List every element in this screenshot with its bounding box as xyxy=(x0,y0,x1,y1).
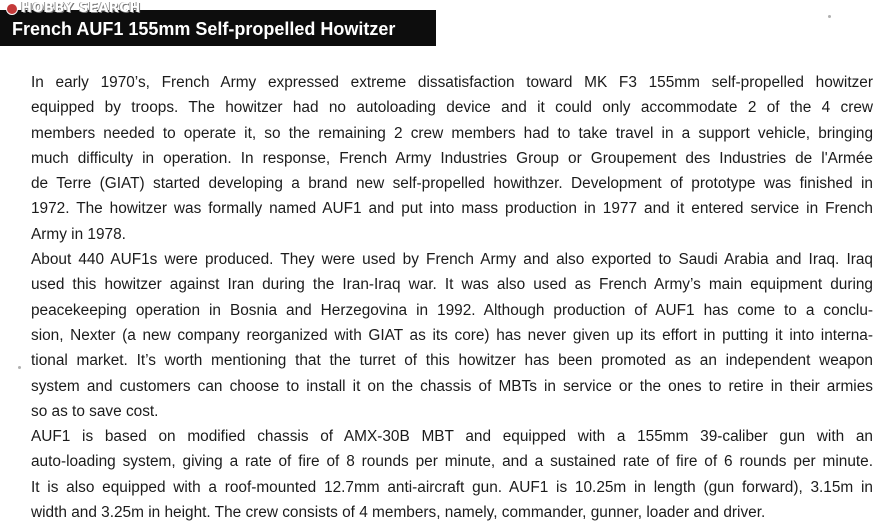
watermark-logo xyxy=(6,2,141,16)
text-line: tional market. It’s worth mentioning that the turret of this howitzer has been promoted as an independent weapon xyxy=(31,352,873,370)
decorative-dot xyxy=(18,366,21,369)
text-line: In early 1970’s, French Army expressed extreme dissatisfaction toward MK F3 155mm self-propelled howitzer xyxy=(31,74,873,91)
text-line: members needed to operate it, so the remaining 2 crew members had to take travel in a support vehicle, bringing xyxy=(31,124,873,142)
article-body xyxy=(31,70,873,525)
text-line: About 440 AUF1s were produced. They were used by French Army and also exported to Saudi Arabia and Iraq. Iraq xyxy=(31,251,873,269)
decorative-dot xyxy=(828,15,831,18)
text-line: 1972. The howitzer was formally named AUF1 and put into mass production in 1977 and it entered service in French xyxy=(31,200,873,218)
text-line: It is also equipped with a roof-mounted 12.7mm anti-aircraft gun. AUF1 is 10.25m in length (gun forward), 3.15m in xyxy=(31,478,873,496)
text-line: de Terre (GIAT) started developing a brand new self-propelled howithzer. Development of prototype was finished in xyxy=(31,175,873,193)
text-line: width and 3.25m in height. The crew consists of 4 members, namely, commander, gunner, loader and driver. xyxy=(31,504,766,522)
text-line: peacekeeping operation in Bosnia and Herzegovina in 1992. Although production of AUF1 has come to a conclu- xyxy=(31,301,873,319)
text-line: Army in 1978. xyxy=(31,225,126,243)
page-title: French AUF1 155mm Self-propelled Howitzer xyxy=(12,19,396,39)
text-line: AUF1 is based on modified chassis of AMX-30B MBT and equipped with a 155mm 39-caliber gun with an xyxy=(31,428,873,446)
text-line: so as to save cost. xyxy=(31,402,159,420)
text-line: equipped by troops. The howitzer had no autoloading device and it could only accommodate 2 of the 4 crew xyxy=(31,99,873,117)
text-line: system and customers can choose to install it on the chassis of MBTs in service or the ones to retire in their armies xyxy=(31,377,873,395)
text-line: auto-loading system, giving a rate of fire of 8 rounds per minute, and a sustained rate of fire of 6 rounds per minute. xyxy=(31,453,873,471)
text-line: sion, Nexter (a new company reorganized with GIAT as its core) has never given up its effort in putting it into interna- xyxy=(31,326,873,344)
logo-circle-icon xyxy=(6,3,18,15)
text-line: used this howitzer against Iran during the Iran-Iraq war. It was also used as French Army’s main equipment during xyxy=(31,276,873,294)
text-line: much difficulty in operation. In response, French Army Industries Group or Groupement des Industries de l'Armée xyxy=(31,149,873,167)
watermark-text: HOBBY SEARCH xyxy=(21,1,141,16)
